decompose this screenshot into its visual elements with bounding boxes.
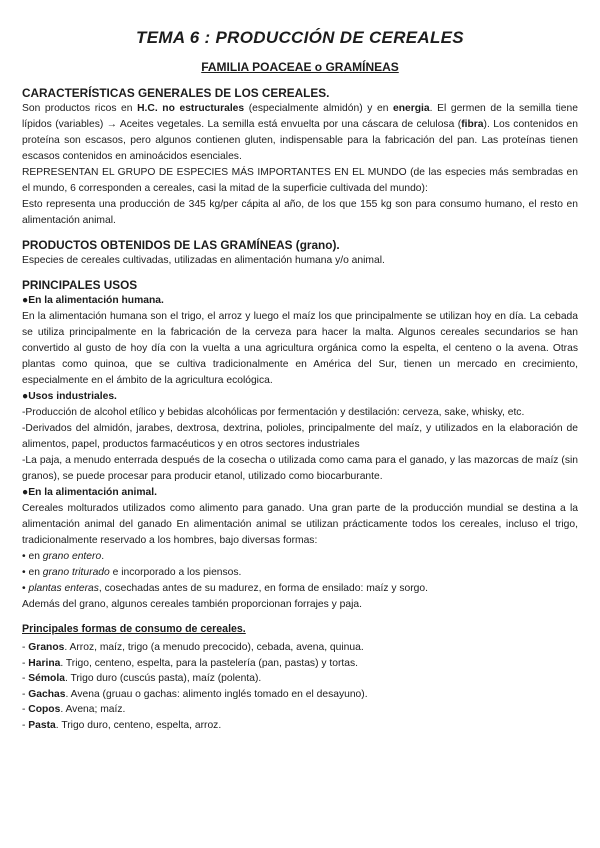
list-item (22, 640, 578, 656)
heading-bold-run: PRODUCTOS OBTENIDOS DE LAS GRAMÍNEAS (22, 238, 293, 252)
italic-run: grano triturado (42, 567, 110, 578)
text-run: ). Los contenidos en proteína son escasos, pero algunos contienen gluten, indispensable para la fabricación del pan. Las proteínas tienen escasos contenidos en aminoácidos esenciales. (22, 119, 579, 162)
italic-run: plantas enteras (28, 583, 99, 594)
list-item (22, 656, 578, 672)
text-run: . (101, 551, 105, 562)
list-item (22, 671, 578, 687)
text-run: - (22, 704, 29, 715)
text-run: • (22, 583, 29, 594)
paragraph-representan: REPRESENTAN EL GRUPO DE ESPECIES MÁS IMPORTANTES EN EL MUNDO (de las especies más sembradas en el mundo, 6 corresponden a cereales, casi la mitad de la superficie cultivada del mundo): (22, 167, 578, 194)
text-run: - (22, 657, 29, 669)
list-item (22, 718, 578, 734)
forms-list (22, 549, 578, 597)
heading-rest-run: (grano). (292, 238, 340, 252)
bold-run: Copos (28, 704, 61, 715)
bold-run: fibra (461, 119, 484, 130)
text-run: - (22, 673, 29, 684)
paragraph-alimentacion-humana: En la alimentación humana son el trigo, el arroz y luego el maíz los que principalmente se utilizan hoy en día. La cebada se utiliza principalmente en la fabricación de la cerveza para hacer la malta. Algunos cereales secundarios se han convertido al gusto de hoy día con la vuelta a una agricultura orgánica como la espelta, el centeno o la avena. Otras plantas como quinoa, que se cultiva tradicionalmente en América del Sur, tienen un mercado en crecimiento, especialmente en el ámbito de la agricultura ecológica. (22, 311, 578, 386)
page-subtitle: FAMILIA POACEAE o GRAMÍNEAS (201, 60, 399, 74)
list-item (22, 702, 578, 718)
text-run: (especialmente almidón) y en (244, 103, 394, 114)
paragraph-alimentacion-animal: Cereales molturados utilizados como alimento para ganado. Una gran parte de la producción mundial se destina a la alimentación animal del ganado En alimentación animal se utilizan prácticamente todos los cereales, incluso el trigo, tradicionalmente reservado a los hombres, bajo diversas formas: (22, 503, 578, 546)
subheading-alimentacion-animal: ●En la alimentación animal. (22, 487, 157, 498)
paragraph-produccion: Esto representa una producción de 345 kg/per cápita al año, de los que 155 kg son para consumo humano, el resto en alimentación animal. (22, 199, 578, 226)
bold-run: Pasta (28, 719, 56, 731)
text-run: - (22, 642, 29, 653)
text-run: - (22, 688, 29, 700)
text-run: . Trigo, centeno, espelta, para la pastelería (pan, pastas) y tortas. (60, 657, 358, 669)
section-heading-caracteristicas: CARACTERÍSTICAS GENERALES DE LOS CEREALES. (22, 86, 330, 100)
text-run: . Trigo duro, centeno, espelta, arroz. (55, 719, 222, 731)
text-run: - (22, 719, 29, 731)
paragraph-caracteristicas (22, 101, 578, 165)
industrial-item: -Producción de alcohol etílico y bebidas alcohólicas por fermentación y destilación: cerveza, sake, whisky, etc. (22, 407, 525, 418)
subheading-alimentacion-humana: ●En la alimentación humana. (22, 295, 164, 306)
subheading-usos-industriales: ●Usos industriales. (22, 391, 117, 402)
bold-run: Harina (28, 657, 61, 669)
text-run: . Trigo duro (cuscús pasta), maíz (polenta). (64, 673, 262, 684)
industrial-item: -La paja, a menudo enterrada después de la cosecha o utilizada como cama para el ganado, y las mazorcas de maíz (sin granos), se puede procesar para producir etanol, utilizado como biocarburante. (22, 455, 578, 482)
subheading-formas-consumo: Principales formas de consumo de cereales. (22, 623, 246, 635)
text-run: . Avena (gruau o gachas: alimento inglés tomado en el desayuno). (65, 688, 368, 700)
italic-run: grano entero (42, 551, 102, 562)
paragraph-especies: Especies de cereales cultivadas, utilizadas en alimentación humana y/o animal. (22, 255, 385, 266)
text-run: • en (22, 567, 43, 578)
list-item (22, 549, 578, 565)
section-heading-usos: PRINCIPALES USOS (22, 278, 138, 292)
text-run: Son productos ricos en (22, 103, 138, 114)
paragraph-forrajes: Además del grano, algunos cereales también proporcionan forrajes y paja. (22, 599, 362, 610)
text-run: e incorporado a los piensos. (109, 567, 242, 578)
page-title: TEMA 6 : PRODUCCIÓN DE CEREALES (136, 28, 464, 47)
list-item (22, 687, 578, 703)
text-run: . Avena; maíz. (60, 704, 126, 715)
bold-run: Sémola (28, 673, 65, 684)
bold-run: Granos (28, 642, 65, 653)
section-heading-productos (22, 238, 578, 253)
text-run: , cosechadas antes de su madurez, en forma de ensilado: maíz y sorgo. (98, 583, 428, 594)
industrial-item: -Derivados del almidón, jarabes, dextrosa, dextrina, polioles, principalmente del maíz, y utilizados en la elaboración de alimentos, papel, productos farmacéuticos y en otros sectores industriales (22, 423, 578, 450)
text-run: . Arroz, maíz, trigo (a menudo precocido), cebada, avena, quinua. (64, 642, 364, 653)
list-item (22, 581, 578, 597)
bold-run: H.C. no estructurales (137, 103, 245, 114)
bold-run: Gachas (28, 688, 66, 700)
bold-run: energia (393, 103, 430, 114)
list-item (22, 565, 578, 581)
text-run: . El germen de la semilla tiene lípidos (variables) → Aceites vegetales. La semilla está envuelta por una cáscara de celulosa ( (22, 103, 578, 130)
consumo-list (22, 640, 578, 733)
text-run: • en (22, 551, 43, 562)
